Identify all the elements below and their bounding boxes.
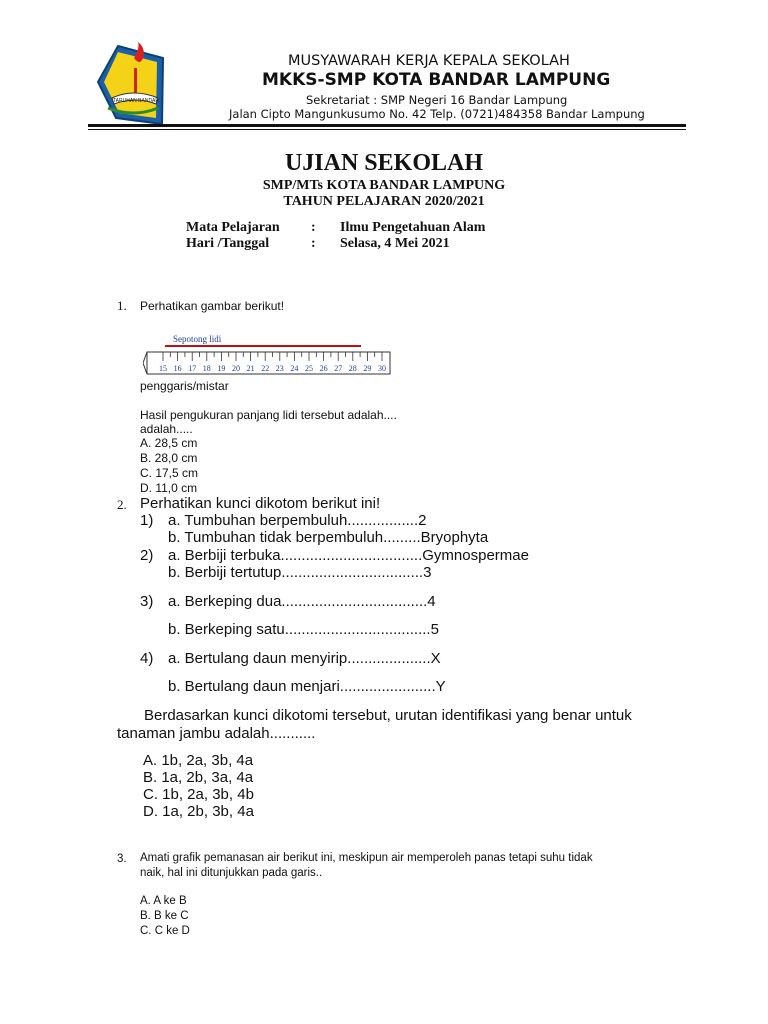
key-4-b: b. Bertulang daun menjari.......................Y: [168, 678, 446, 695]
ruler-number: 26: [319, 364, 328, 373]
option-a[interactable]: A. 28,5 cm: [140, 436, 198, 450]
question-text: Berdasarkan kunci dikotomi tersebut, urutan identifikasi yang benar untuk: [144, 707, 632, 724]
question-text: Amati grafik pemanasan air berikut ini, meskipun air memperoleh panas tetapi suhu tidak: [140, 852, 593, 864]
option-c[interactable]: C. C ke D: [140, 925, 190, 937]
key-2-a: a. Berbiji terbuka..................................Gymnospermae: [168, 547, 529, 564]
option-c[interactable]: C. 1b, 2a, 3b, 4b: [143, 786, 254, 803]
option-a[interactable]: A. A ke B: [140, 895, 187, 907]
key-1-b: b. Tumbuhan tidak berpembuluh.........Bryophyta: [168, 529, 489, 546]
header-organization: MUSYAWARAH KERJA KEPALA SEKOLAH: [288, 53, 570, 69]
header-secretariat: Sekretariat : SMP Negeri 16 Bandar Lampung: [306, 93, 568, 107]
option-d[interactable]: D. 11,0 cm: [140, 481, 198, 495]
question-text-continued: naik, hal ini ditunjukkan pada garis..: [140, 867, 323, 879]
info-value-date: Selasa, 4 Mei 2021: [340, 236, 450, 251]
info-separator: :: [311, 236, 316, 251]
header-title: MKKS-SMP KOTA BANDAR LAMPUNG: [262, 70, 611, 90]
key-2-b: b. Berbiji tertutup..................................3: [168, 564, 432, 581]
option-b[interactable]: B. 28,0 cm: [140, 451, 198, 465]
ruler-figure: [143, 330, 393, 380]
key-4-a: a. Bertulang daun menyirip....................X: [168, 650, 441, 667]
ruler-number: 19: [217, 364, 226, 373]
ruler-number: 25: [305, 364, 313, 373]
ruler-number: 22: [261, 364, 270, 373]
ruler-number: 23: [275, 364, 284, 373]
exam-subtitle-school: SMP/MTs KOTA BANDAR LAMPUNG: [262, 178, 506, 193]
key-3-a: a. Berkeping dua...................................4: [168, 593, 436, 610]
key-3-number: 3): [140, 593, 154, 610]
info-separator: :: [311, 220, 316, 235]
key-1-a: a. Tumbuhan berpembuluh.................2: [168, 512, 427, 529]
ruler-number: 18: [202, 364, 211, 373]
question-prompt: Perhatikan kunci dikotom berikut ini!: [140, 495, 381, 512]
question-number: 2.: [117, 497, 127, 512]
ruler-number: 21: [246, 364, 255, 373]
option-d[interactable]: D. 1a, 2b, 3b, 4a: [143, 803, 254, 820]
option-b[interactable]: B. B ke C: [140, 910, 189, 922]
logo-ribbon-text: TARUHAN BANDAR: [112, 98, 160, 104]
question-text-continued: tanaman jambu adalah...........: [117, 725, 316, 742]
header-divider-thick: [88, 124, 686, 127]
info-value-subject: Ilmu Pengetahuan Alam: [340, 220, 486, 235]
key-1-number: 1): [140, 512, 154, 529]
header-address: Jalan Cipto Mangunkusumo No. 42 Telp. (0721)484358 Bandar Lampung: [229, 107, 645, 121]
info-label-subject: Mata Pelajaran: [186, 220, 280, 235]
option-c[interactable]: C. 17,5 cm: [140, 466, 199, 480]
ruler-number: 30: [378, 364, 386, 373]
ruler-caption-stick: Sepotong lidi: [173, 334, 222, 344]
ruler-number: 17: [188, 364, 197, 373]
exam-title: UJIAN SEKOLAH: [284, 150, 484, 176]
key-3-b: b. Berkeping satu...................................5: [168, 621, 439, 638]
question-text: Hasil pengukuran panjang lidi tersebut adalah....: [140, 408, 397, 422]
question-number: 1.: [117, 298, 127, 313]
question-number: 3.: [117, 853, 127, 865]
ruler-number: 15: [159, 364, 167, 373]
exam-subtitle-year: TAHUN PELAJARAN 2020/2021: [283, 194, 485, 209]
school-emblem-logo: [88, 38, 248, 134]
ruler-number: 29: [363, 364, 372, 373]
key-2-number: 2): [140, 547, 154, 564]
question-prompt: Perhatikan gambar berikut!: [140, 299, 285, 313]
key-4-number: 4): [140, 650, 154, 667]
header-divider-thin: [88, 129, 686, 130]
info-label-date: Hari /Tanggal: [186, 236, 270, 251]
option-a[interactable]: A. 1b, 2a, 3b, 4a: [143, 752, 254, 769]
ruler-number: 20: [232, 364, 240, 373]
figure-caption: penggaris/mistar: [140, 379, 229, 393]
ruler-number: 27: [334, 364, 343, 373]
ruler-number: 24: [290, 364, 299, 373]
ruler-number: 28: [348, 364, 357, 373]
option-b[interactable]: B. 1a, 2b, 3a, 4a: [143, 769, 254, 786]
ruler-number: 16: [173, 364, 182, 373]
question-text-continued: adalah.....: [140, 422, 193, 436]
